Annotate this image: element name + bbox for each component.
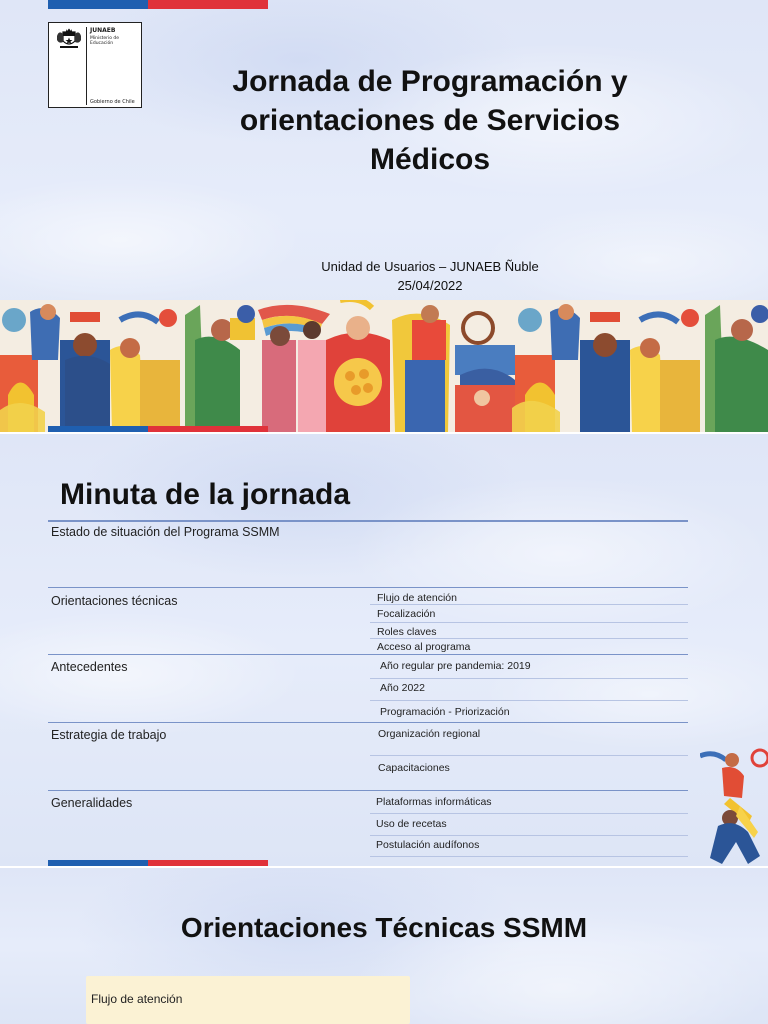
title-slide — [0, 0, 768, 432]
illustrated-people-banner — [0, 300, 768, 432]
sub-item-divider — [370, 755, 688, 756]
agenda-sub-item: Organización regional — [378, 728, 481, 740]
technical-guidelines-slide — [0, 868, 768, 1024]
logo-ministry: Ministerio de Educación — [90, 36, 120, 46]
agenda-row — [48, 655, 688, 723]
agenda-title: Minuta de la jornada — [60, 478, 351, 511]
agenda-row — [48, 588, 688, 655]
agenda-sub-item: Postulación audífonos — [376, 839, 480, 851]
agenda-row — [48, 723, 688, 791]
agenda-row-label: Generalidades — [51, 796, 133, 810]
slide3-title: Orientaciones Técnicas SSMM — [180, 912, 588, 943]
agenda-row — [48, 791, 688, 857]
agenda-row-label: Orientaciones técnicas — [51, 594, 178, 608]
agenda-sub-item: Año 2022 — [380, 682, 425, 694]
agenda-sub-item: Focalización — [377, 608, 436, 620]
slide-subtitle — [190, 257, 670, 295]
sub-item-divider — [370, 835, 688, 836]
flag-stripe-bottom — [48, 860, 268, 866]
sub-item-divider — [370, 700, 688, 701]
agenda-sub-item: Uso de recetas — [376, 818, 447, 830]
date-text: 25/04/2022 — [397, 278, 463, 293]
sub-item-divider — [370, 604, 688, 605]
logo-org-name: JUNAEB — [90, 27, 116, 34]
unit-text: Unidad de Usuarios – JUNAEB Ñuble — [321, 259, 539, 274]
sub-item-divider — [370, 678, 688, 679]
agenda-sub-item: Plataformas informáticas — [376, 796, 492, 808]
agenda-slide — [0, 434, 768, 866]
agenda-row-label: Estrategia de trabajo — [51, 728, 167, 742]
coat-of-arms-icon — [54, 28, 84, 50]
agenda-sub-item: Capacitaciones — [378, 762, 450, 774]
flag-stripe-bottom — [48, 426, 268, 432]
flow-box — [86, 976, 410, 1024]
runner-illustration — [700, 746, 768, 866]
agenda-row-label: Antecedentes — [51, 660, 128, 674]
flow-box-label: Flujo de atención — [91, 992, 183, 1006]
sub-item-divider — [370, 638, 688, 639]
slide-title: Jornada de Programación y orientaciones de Servicios Médicos — [232, 65, 628, 176]
logo-government: Gobierno de Chile — [90, 99, 135, 105]
junaeb-logo — [48, 22, 142, 108]
agenda-row — [48, 522, 688, 588]
sub-item-divider — [370, 813, 688, 814]
flag-stripe — [48, 0, 268, 9]
agenda-sub-item: Flujo de atención — [377, 592, 457, 604]
sub-item-divider — [370, 856, 688, 857]
agenda-row-label: Estado de situación del Programa SSMM — [51, 525, 280, 539]
agenda-sub-item: Acceso al programa — [377, 641, 471, 653]
agenda-sub-item: Programación - Priorización — [380, 706, 510, 718]
agenda-sub-item: Roles claves — [377, 626, 437, 638]
sub-item-divider — [370, 622, 688, 623]
agenda-sub-item: Año regular pre pandemia: 2019 — [380, 660, 531, 672]
